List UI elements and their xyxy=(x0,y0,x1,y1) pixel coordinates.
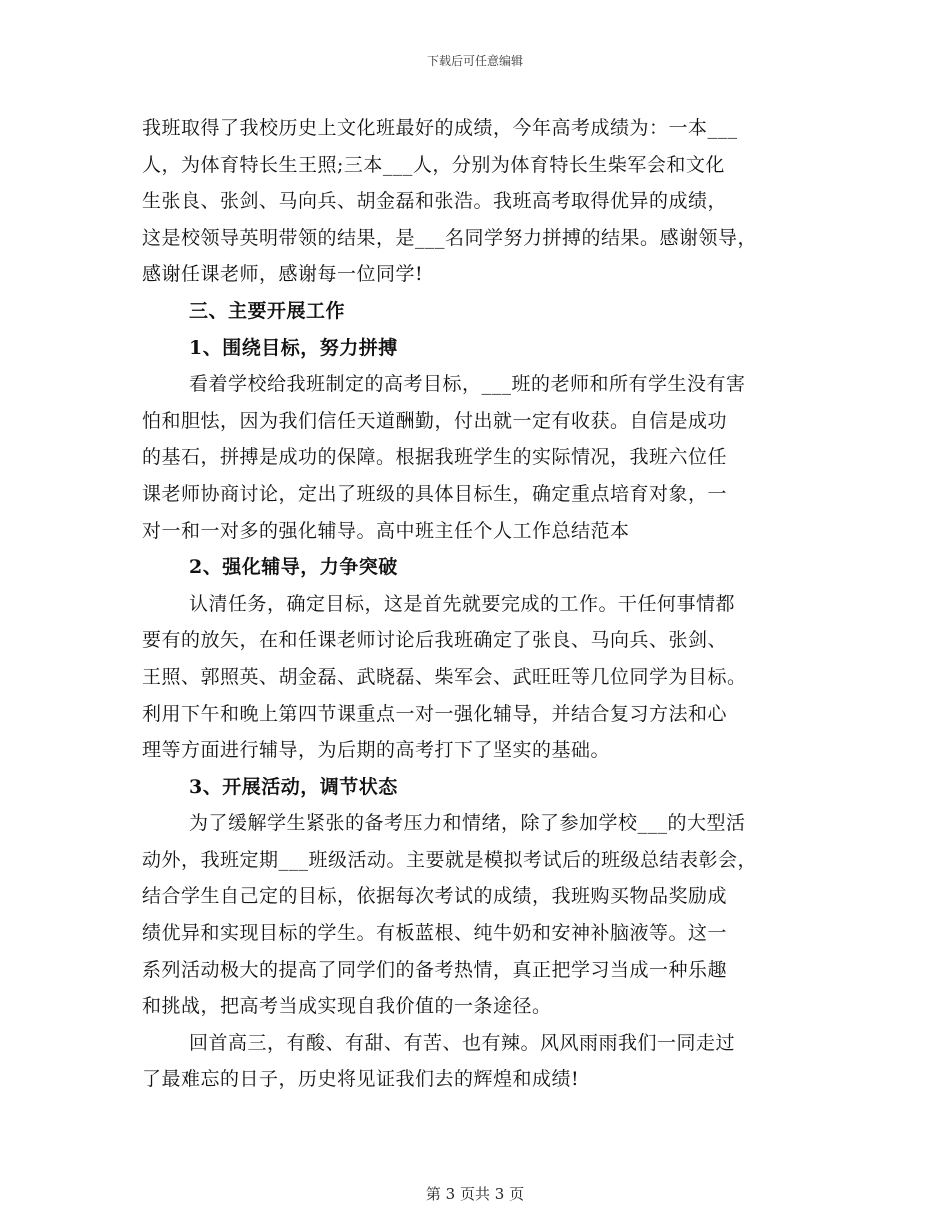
paragraph-line: 系列活动极大的提高了同学们的备考热情，真正把学习当成一种乐趣 xyxy=(142,958,728,981)
paragraph-line: 人，为体育特长生王照;三本___人，分别为体育特长生柴军会和文化 xyxy=(142,153,725,176)
paragraph-line: 结合学生自己定的目标，依据每次考试的成绩，我班购买物品奖励成 xyxy=(142,885,728,908)
paragraph-line: 王照、郭照英、胡金磊、武晓磊、柴军会、武旺旺等几位同学为目标。 xyxy=(142,665,747,688)
paragraph-line: 和挑战，把高考当成实现自我价值的一条途径。 xyxy=(142,995,552,1018)
paragraph-line: 要有的放矢，在和任课老师讨论后我班确定了张良、马向兵、张剑、 xyxy=(142,629,728,652)
paragraph-line: 课老师协商讨论，定出了班级的具体目标生，确定重点培育对象，一 xyxy=(142,482,728,505)
paragraph-line: 为了缓解学生紧张的备考压力和情绪，除了参加学校___的大型活 xyxy=(189,812,746,835)
section-heading: 2、强化辅导，力争突破 xyxy=(189,556,398,579)
section-heading: 1、围绕目标，努力拼搏 xyxy=(189,336,398,359)
paragraph-line: 怕和胆怯，因为我们信任天道酬勤，付出就一定有收获。自信是成功 xyxy=(142,409,728,432)
paragraph-line: 生张良、张剑、马向兵、胡金磊和张浩。我班高考取得优异的成绩， xyxy=(142,190,728,213)
paragraph-line: 理等方面进行辅导，为后期的高考打下了坚实的基础。 xyxy=(142,739,611,762)
paragraph-line: 感谢任课老师，感谢每一位同学! xyxy=(142,263,424,286)
paragraph-line: 回首高三，有酸、有甜、有苦、也有辣。风风雨雨我们一同走过 xyxy=(189,1031,736,1054)
page-footer: 第 3 页共 3 页 xyxy=(425,1185,525,1203)
paragraph-line: 了最难忘的日子，历史将见证我们去的辉煌和成绩! xyxy=(142,1068,580,1091)
section-heading: 三、主要开展工作 xyxy=(189,299,346,322)
section-heading: 3、开展活动，调节状态 xyxy=(189,775,398,798)
paragraph-line: 认清任务，确定目标，这是首先就要完成的工作。干任何事情都 xyxy=(189,592,736,615)
paragraph-line: 动外，我班定期___班级活动。主要就是模拟考试后的班级总结表彰会， xyxy=(142,848,758,871)
paragraph-line: 对一和一对多的强化辅导。高中班主任个人工作总结范本 xyxy=(142,519,630,542)
paragraph-line: 的基石，拼搏是成功的保障。根据我班学生的实际情况，我班六位任 xyxy=(142,446,728,469)
paragraph-line: 利用下午和晚上第四节课重点一对一强化辅导，并结合复习方法和心 xyxy=(142,702,728,725)
document-body xyxy=(142,110,822,1098)
page-header: 下载后可任意编辑 xyxy=(426,54,523,68)
paragraph-line: 这是校领导英明带领的结果，是___名同学努力拼搏的结果。感谢领导， xyxy=(142,226,758,249)
paragraph-line: 绩优异和实现目标的学生。有板蓝根、纯牛奶和安神补脑液等。这一 xyxy=(142,922,728,945)
paragraph-line: 我班取得了我校历史上文化班最好的成绩，今年高考成绩为：一本___ xyxy=(142,117,738,139)
paragraph-line: 看着学校给我班制定的高考目标，___班的老师和所有学生没有害 xyxy=(189,373,746,396)
